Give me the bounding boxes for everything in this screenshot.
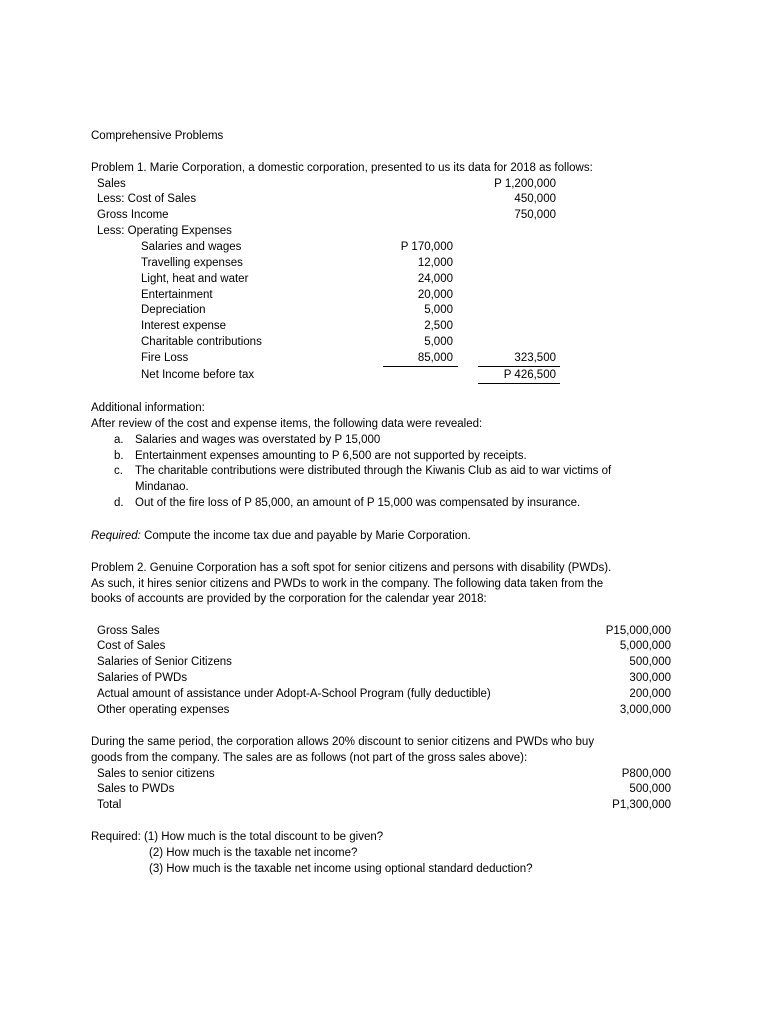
expense-value: 5,000 (424, 336, 453, 348)
item-letter: a. (114, 434, 124, 446)
item-text-continued: Mindanao. (135, 481, 189, 493)
sales-row-value: P800,000 (621, 768, 671, 780)
total-expenses-value: 323,500 (514, 352, 556, 364)
problem-2-paragraph-line: As such, it hires senior citizens and PWDs to work in the company. The following data taken from the (91, 578, 604, 590)
page-heading: Comprehensive Problems (91, 130, 224, 142)
item-letter: d. (114, 497, 124, 509)
sales-value: P 1,200,000 (494, 178, 556, 190)
net-income-value: P 426,500 (503, 369, 556, 381)
p2-row-value: P15,000,000 (605, 625, 671, 637)
total-rule (478, 383, 560, 384)
p2-row-label: Salaries of PWDs (97, 672, 188, 684)
expense-value: 24,000 (417, 273, 453, 285)
sales-row-value: P1,300,000 (612, 799, 671, 811)
p2-row-value: 300,000 (629, 672, 671, 684)
subtotal-rule (478, 366, 560, 367)
required-text: Compute the income tax due and payable by Marie Corporation. (144, 530, 471, 542)
additional-info-intro: After review of the cost and expense items, the following data were revealed: (91, 418, 483, 430)
sales-row-value: 500,000 (629, 783, 671, 795)
p2-row-label: Gross Sales (97, 625, 160, 637)
expense-value: P 170,000 (400, 241, 453, 253)
p2-row-label: Cost of Sales (97, 640, 166, 652)
p2-row-value: 200,000 (629, 688, 671, 700)
gross-income-value: 750,000 (514, 209, 556, 221)
subtotal-rule (383, 366, 458, 367)
p2-row-label: Actual amount of assistance under Adopt-A-School Program (fully deductible) (97, 688, 491, 700)
additional-info-label: Additional information: (91, 402, 205, 414)
operating-expenses-label: Less: Operating Expenses (97, 225, 232, 237)
p2-row-value: 500,000 (629, 656, 671, 668)
expense-label: Salaries and wages (141, 241, 242, 253)
problem-2-paragraph-line: books of accounts are provided by the corporation for the calendar year 2018: (91, 593, 487, 605)
expense-value: 2,500 (424, 320, 453, 332)
p2-row-label: Other operating expenses (97, 704, 230, 716)
cost-of-sales-value: 450,000 (514, 193, 556, 205)
p2-row-value: 5,000,000 (619, 640, 671, 652)
required-line (91, 529, 471, 543)
expense-value: 85,000 (417, 352, 453, 364)
item-letter: c. (114, 465, 123, 477)
expense-label: Interest expense (141, 320, 227, 332)
problem-1-title: Problem 1. Marie Corporation, a domestic corporation, presented to us its data for 2018 as follows: (91, 162, 593, 174)
expense-label: Charitable contributions (141, 336, 262, 348)
required-question: Required: (1) How much is the total discount to be given? (91, 831, 384, 843)
item-text: Salaries and wages was overstated by P 15,000 (135, 434, 381, 446)
problem-2-paragraph-2-line: During the same period, the corporation allows 20% discount to senior citizens and PWDs who buy (91, 736, 595, 748)
expense-label: Entertainment (141, 289, 213, 301)
sales-label: Sales (97, 178, 126, 190)
problem-2-paragraph-line: Problem 2. Genuine Corporation has a soft spot for senior citizens and persons with disability (PWDs). (91, 562, 612, 574)
required-question: (2) How much is the taxable net income? (149, 847, 358, 859)
sales-row-label: Sales to PWDs (97, 783, 175, 795)
gross-income-label: Gross Income (97, 209, 169, 221)
net-income-label: Net Income before tax (141, 369, 255, 381)
p2-row-label: Salaries of Senior Citizens (97, 656, 232, 668)
item-text: Entertainment expenses amounting to P 6,500 are not supported by receipts. (135, 450, 527, 462)
problem-2-paragraph-2-line: goods from the company. The sales are as follows (not part of the gross sales above): (91, 752, 528, 764)
item-text: The charitable contributions were distributed through the Kiwanis Club as aid to war victims of (135, 465, 612, 477)
required-label: Required: (91, 530, 141, 542)
expense-label: Depreciation (141, 304, 206, 316)
expense-value: 20,000 (417, 289, 453, 301)
p2-row-value: 3,000,000 (619, 704, 671, 716)
item-text: Out of the fire loss of P 85,000, an amount of P 15,000 was compensated by insurance. (135, 497, 581, 509)
required-question: (3) How much is the taxable net income using optional standard deduction? (149, 863, 533, 875)
cost-of-sales-label: Less: Cost of Sales (97, 193, 197, 205)
expense-label: Travelling expenses (141, 257, 243, 269)
expense-value: 5,000 (424, 304, 453, 316)
expense-label: Light, heat and water (141, 273, 249, 285)
item-letter: b. (114, 450, 124, 462)
expense-label: Fire Loss (141, 352, 189, 364)
expense-value: 12,000 (417, 257, 453, 269)
sales-row-label: Total (97, 799, 122, 811)
sales-row-label: Sales to senior citizens (97, 768, 215, 780)
